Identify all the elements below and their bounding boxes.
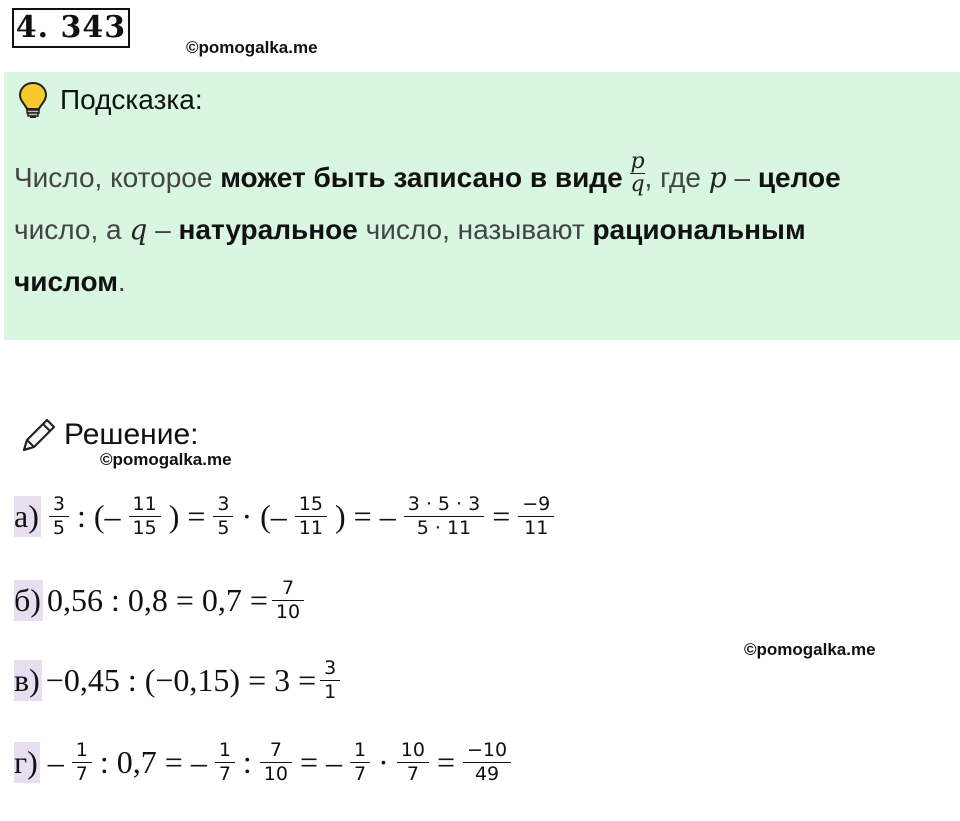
fraction: $\frac{3}{1}$	[320, 657, 340, 704]
fraction: $\frac{1}{7}$	[72, 739, 92, 786]
expression: 0,56 : 0,8 = 0,7 =	[46, 581, 268, 618]
expression: −0,45 : (−0,15) = 3 =	[45, 661, 317, 698]
solution-row-v	[14, 652, 344, 708]
fraction: $\frac{3}{5}$	[213, 493, 233, 540]
watermark-solution: ©pomogalka.me	[100, 450, 232, 469]
row-label: б)	[14, 580, 43, 621]
fraction: $\frac{1}{7}$	[350, 739, 370, 786]
task-number: 4. 343	[12, 8, 130, 48]
watermark-top: ©pomogalka.me	[186, 38, 318, 57]
hint-fraction: $\frac{p}{q}$	[630, 149, 645, 198]
hint-title: Подсказка:	[60, 84, 203, 115]
solution-row-g: г) – $\frac{1}{7}$ : 0,7 = – $\frac{1}{7}$ : $\frac{7}{10}$ = – $\frac{1}{7}$ · $\frac{10}{7}$ = $\frac{-10}{49}$	[14, 734, 515, 790]
lightbulb-icon	[16, 80, 50, 120]
fraction: $\frac{1}{7}$	[215, 739, 235, 786]
fraction: $\frac{-9}{11}$	[518, 493, 554, 540]
row-label: а)	[14, 496, 41, 537]
fraction: $\frac{3}{5}$	[49, 493, 69, 540]
solution-title: Решение:	[64, 418, 199, 451]
fraction: $\frac{15}{11}$	[295, 493, 327, 540]
row-label: в)	[14, 660, 42, 701]
hint-text: Число, которое может быть записано в виде $\frac{p}{q}$ , где p – целое число, а q – натуральное число, называют рациональным числом.	[14, 149, 841, 297]
fraction: $\frac{7}{10}$	[260, 739, 292, 786]
fraction: $\frac{-10}{49}$	[463, 739, 511, 786]
fraction: $\frac{10}{7}$	[397, 739, 429, 786]
fraction: $\frac{7}{10}$	[272, 577, 304, 624]
fraction: $\frac{3 \cdot 5 \cdot 3}{5 \cdot 11}$	[404, 493, 485, 540]
pencil-icon	[18, 416, 58, 456]
row-label: г)	[14, 742, 40, 783]
watermark-right: ©pomogalka.me	[744, 640, 876, 659]
solution-row-b	[14, 572, 308, 628]
solution-row-a: а) $\frac{3}{5}$ : (– $\frac{11}{15}$ ) = $\frac{3}{5}$ · (– $\frac{15}{11}$ ) = – $\frac{3 \cdot 5 \cdot 3}{5 \cdot 11}$ = $\frac{-9}{11}$	[14, 488, 558, 544]
fraction: $\frac{11}{15}$	[129, 493, 161, 540]
